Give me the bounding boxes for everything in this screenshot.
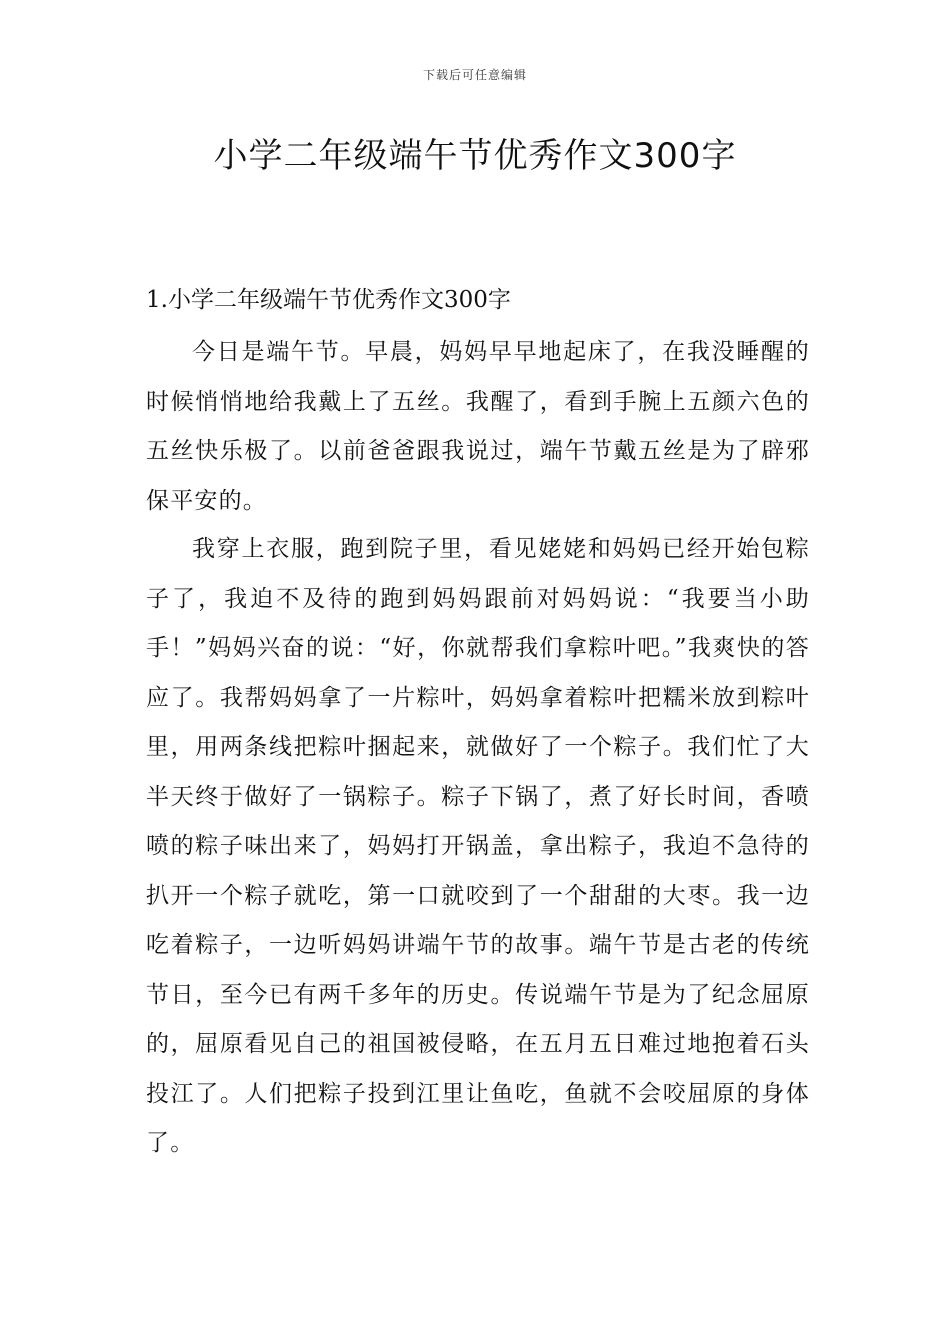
paragraph-2: 我穿上衣服，跑到院子里，看见姥姥和妈妈已经开始包粽子了，我迫不及待的跑到妈妈跟前对妈妈说：“我要当小助手！”妈妈兴奋的说：“好，你就帮我们拿粽叶吧。”我爽快的答应了。我帮妈妈拿了一片粽叶，妈妈拿着粽叶把糯米放到粽叶里，用两条线把粽叶捆起来，就做好了一个粽子。我们忙了大半天终于做好了一锅粽子。粽子下锅了，煮了好长时间，香喷喷的粽子味出来了，妈妈打开锅盖，拿出粽子，我迫不急待的扒开一个粽子就吃，第一口就咬到了一个甜甜的大枣。我一边吃着粽子，一边听妈妈讲端午节的故事。端午节是古老的传统节日，至今已有两千多年的历史。传说端午节是为了纪念屈原的，屈原看见自己的祖国被侵略，在五月五日难过地抱着石头投江了。人们把粽子投到江里让鱼吃，鱼就不会咬屈原的身体了。: [146, 536, 810, 1156]
document-title: 小学二年级端午节优秀作文300字: [213, 136, 737, 176]
section-heading: 1.小学二年级端午节优秀作文300字: [146, 287, 511, 313]
paragraph-1: 今日是端午节。早晨，妈妈早早地起床了，在我没睡醒的时候悄悄地给我戴上了五丝。我醒了，看到手腕上五颜六色的五丝快乐极了。以前爸爸跟我说过，端午节戴五丝是为了辟邪保平安的。: [146, 339, 810, 514]
header-note: 下载后可任意编辑: [422, 68, 527, 82]
